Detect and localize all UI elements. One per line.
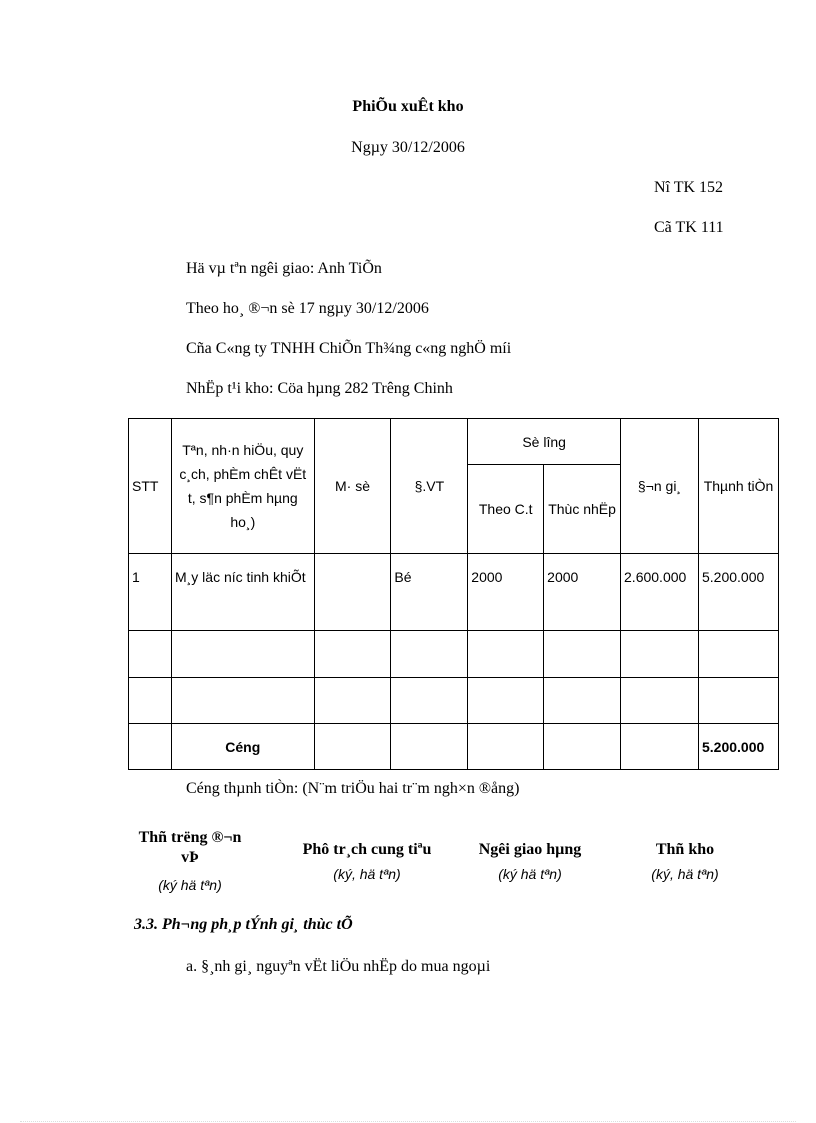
header-amount: Thµnh tiÒn [698, 419, 778, 554]
document-title: PhiÕu xuÊt kho [352, 98, 464, 115]
amount-in-words: Céng thµnh tiÒn: (N¨m triÖu hai tr¨m ngh×n ®ång) [186, 780, 520, 797]
section-subheading: a. §¸nh gi¸ nguyªn vËt liÖu nhËp do mua ngoµi [186, 958, 491, 975]
total-amount: 5.200.000 [698, 724, 778, 770]
row-stt: 1 [129, 554, 172, 631]
goods-table [128, 418, 779, 770]
table-row [129, 554, 779, 631]
signature-storekeeper [625, 840, 745, 882]
total-label: Céng [171, 724, 314, 770]
section-heading: 3.3. Ph¬ng ph¸p tÝnh gi¸ thùc tÕ [134, 916, 353, 933]
document-date: Ngµy 30/12/2006 [351, 139, 465, 156]
signature-role: Thñ trëng ®¬n vÞ [138, 829, 242, 866]
signature-note: (ký hä tªn) [158, 877, 222, 893]
row-qty-actual: 2000 [544, 554, 621, 631]
row-amount: 5.200.000 [698, 554, 778, 631]
company-line: Cña C«ng ty TNHH ChiÕn Th¾ng c«ng nghÖ míi [186, 340, 512, 357]
header-unit-price: §¬n gi¸ [621, 419, 699, 554]
header-quantity: Sè lîng [468, 419, 621, 465]
invoice-line: Theo ho¸ ®¬n sè 17 ngµy 30/12/2006 [186, 300, 429, 317]
signature-note: (ký, hä tªn) [651, 866, 719, 882]
signature-role: Phô tr¸ch cung tiªu [302, 841, 432, 858]
table-row-empty [129, 678, 779, 724]
signature-deliverer [455, 840, 605, 882]
credit-account: Cã TK 111 [654, 219, 724, 236]
header-qty-actual: Thùc nhËp [544, 465, 621, 554]
row-code [314, 554, 391, 631]
table-total-row [129, 724, 779, 770]
row-unit-price: 2.600.000 [621, 554, 699, 631]
header-code: M· sè [314, 419, 391, 554]
signature-supply [282, 840, 452, 882]
header-unit: §.VT [391, 419, 468, 554]
page-footer-divider [20, 1121, 796, 1122]
table-row-empty [129, 631, 779, 678]
header-stt: STT [129, 419, 172, 554]
row-unit: Bé [391, 554, 468, 631]
recipient-line: Hä vµ tªn ngêi giao: Anh TiÕn [186, 260, 382, 277]
signature-note: (ký, hä tªn) [333, 866, 401, 882]
row-name: M¸y läc níc tinh khiÕt [171, 554, 314, 631]
signature-unit-head [130, 828, 250, 893]
signature-role: Ngêi giao hµng [478, 841, 582, 858]
signature-role: Thñ kho [655, 841, 715, 858]
debit-account: Nî TK 152 [654, 179, 724, 196]
warehouse-line: NhËp t¹i kho: Cöa hµng 282 Trêng Chinh [186, 380, 453, 397]
row-qty-document: 2000 [468, 554, 544, 631]
header-qty-document: Theo C.t [468, 465, 544, 554]
header-name: Tªn, nh·n hiÖu, quy c¸ch, phÈm chÊt vËt t, s¶n phÈm hµng ho¸) [171, 419, 314, 554]
signature-note: (ký hä tªn) [498, 866, 562, 882]
